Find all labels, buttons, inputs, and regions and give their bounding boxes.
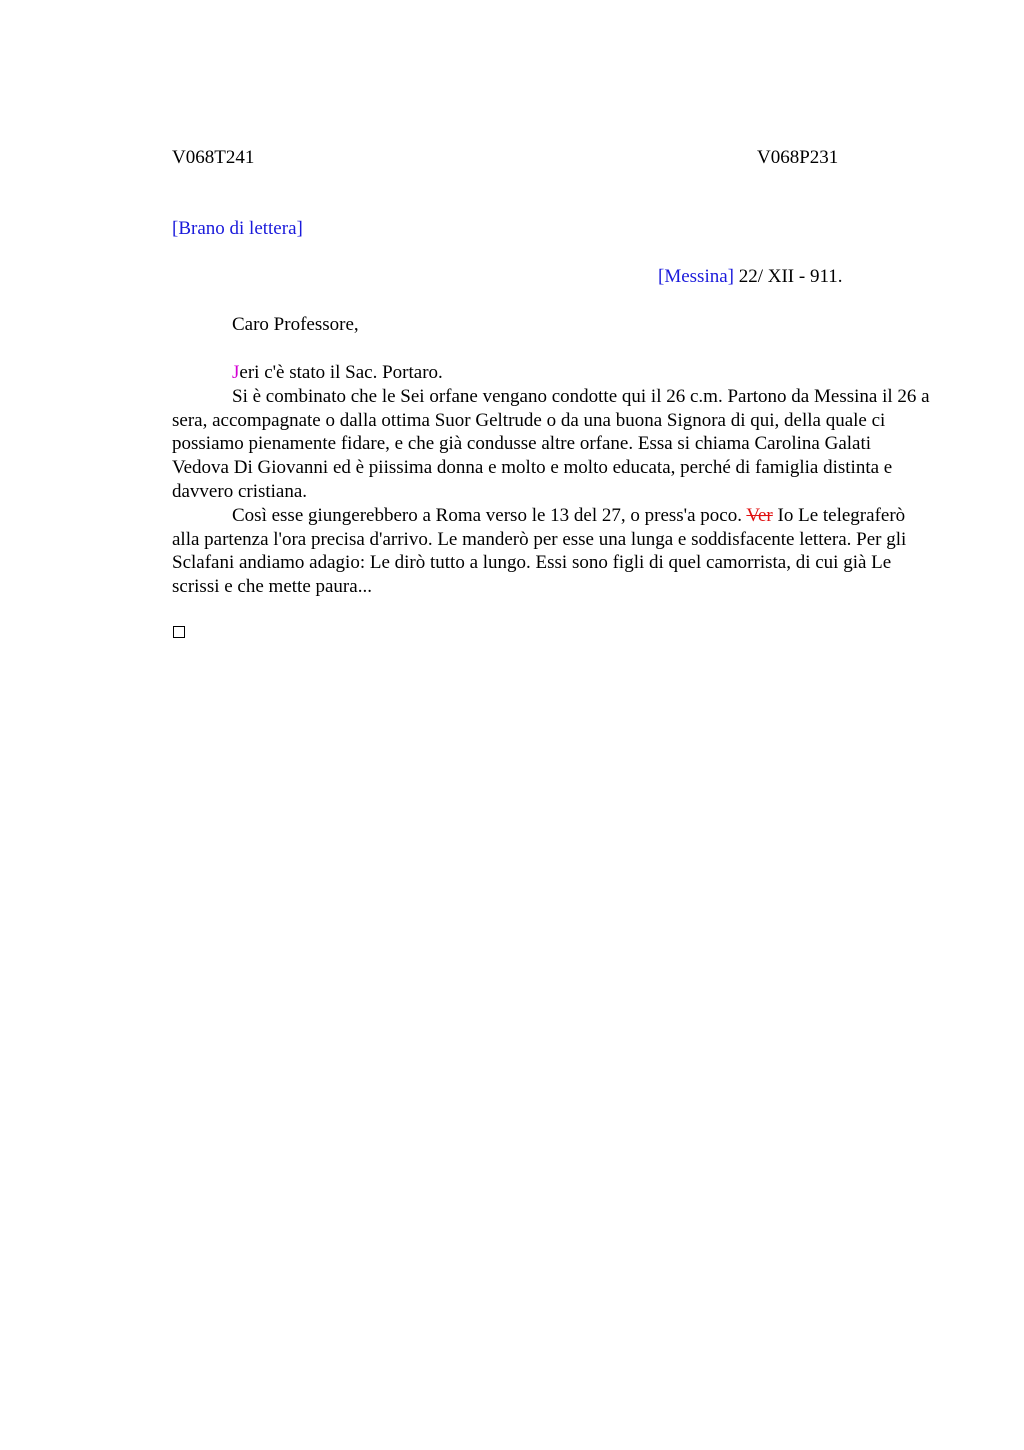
paragraph-1-initial: J — [232, 362, 240, 383]
dateline-place: [Messina] — [658, 266, 734, 287]
paragraph-1-text: eri c'è stato il Sac. Portaro. — [239, 362, 443, 383]
letter-body — [172, 361, 932, 599]
letter-excerpt-heading: [Brano di lettera] — [172, 218, 303, 239]
paragraph-3-before: Così esse giungerebbero a Roma verso le 13 del 27, o press'a poco. — [232, 504, 747, 526]
dateline — [658, 265, 843, 289]
deleted-word: Ver — [746, 504, 773, 526]
volume-code-left: V068T241 — [172, 147, 255, 168]
salutation: Caro Professore, — [232, 314, 359, 335]
volume-code-right: V068P231 — [757, 147, 839, 168]
paragraph-1 — [172, 361, 932, 385]
empty-square-icon — [173, 626, 185, 638]
paragraph-3 — [172, 504, 932, 599]
dateline-date: 22/ XII - 911. — [733, 266, 843, 287]
paragraph-2: Si è combinato che le Sei orfane vengano condotte qui il 26 c.m. Partono da Messina il 26 a sera, accompagnate o dalla ottima Suor Geltrude o da una buona Signora di qui, della quale ci possiamo pienamente fidare, e che già condusse altre orfane. Essa si chiama Carolina Galati Vedova Di Giovanni ed è piissima donna e molto e molto educata, perché di famiglia distinta e davvero cristiana. — [172, 385, 930, 502]
paragraph-3-after: Io Le telegraferò alla partenza l'ora precisa d'arrivo. Le manderò per esse una lunga e soddisfacente lettera. Per gli Sclafani andiamo adagio: Le dirò tutto a lungo. Essi sono figli di quel camorrista, di cui già Le scrissi e che mette paura... — [172, 504, 907, 598]
